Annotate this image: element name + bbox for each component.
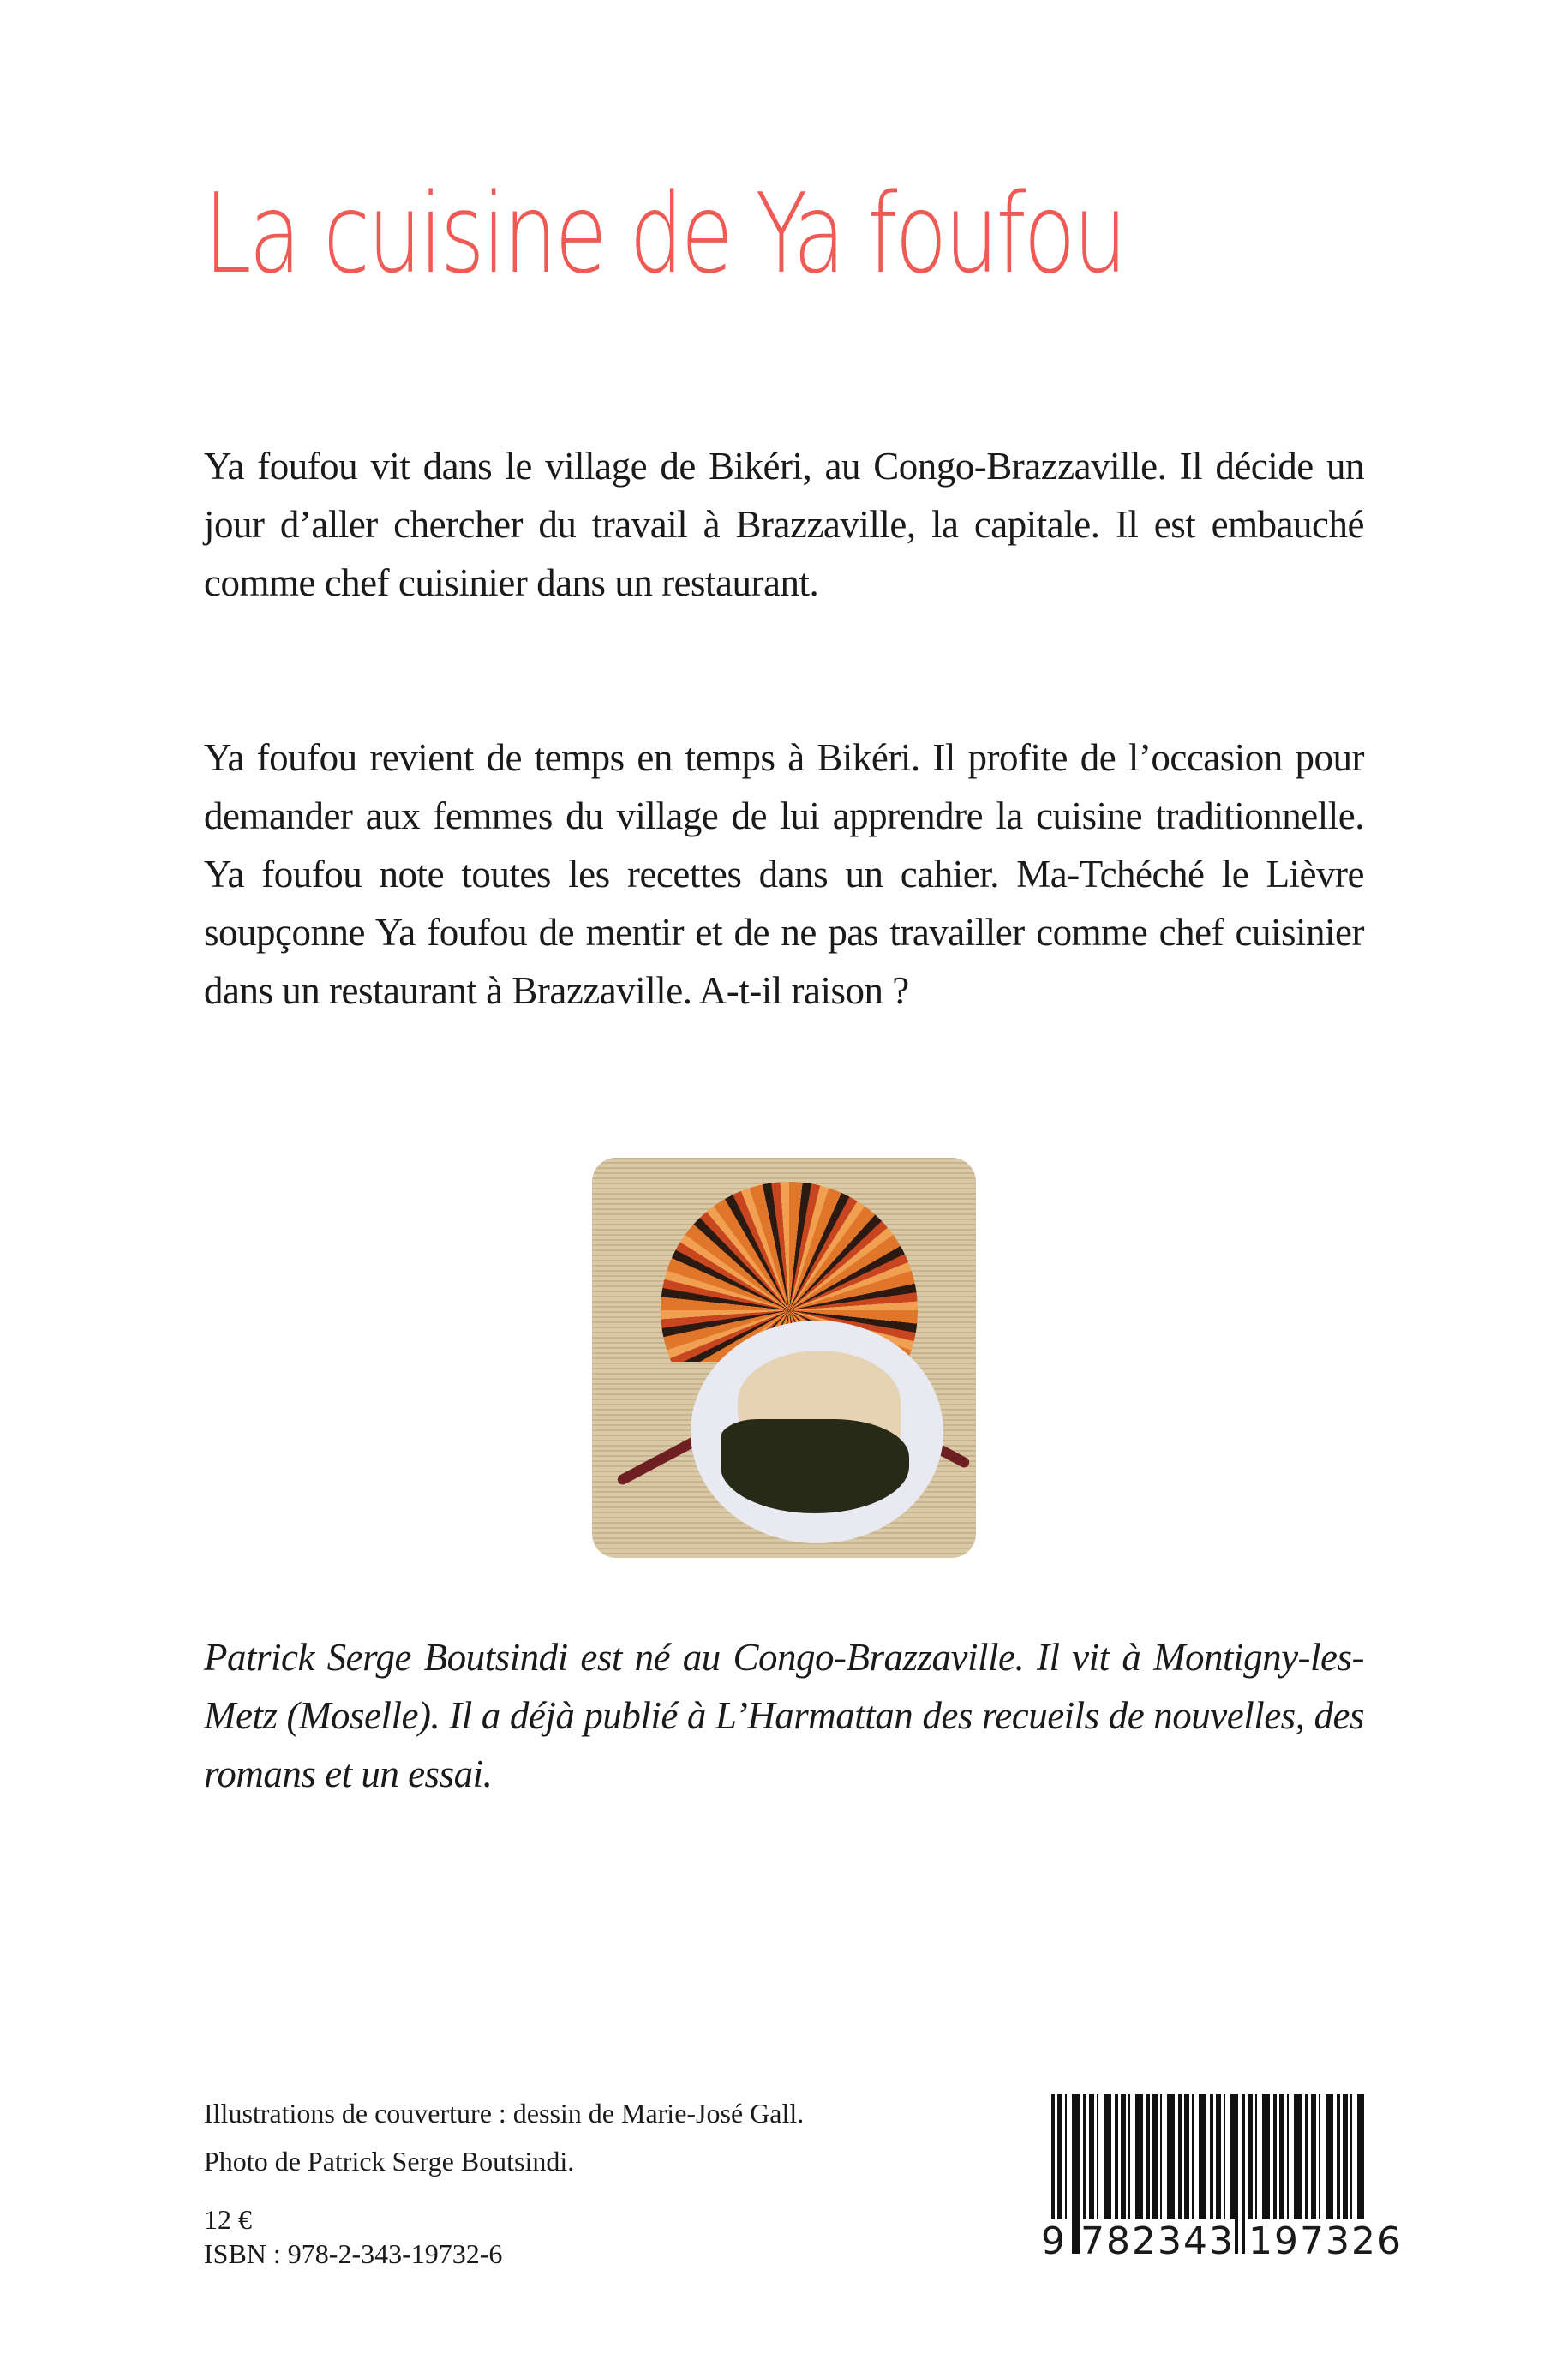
barcode-right-group: 197326 xyxy=(1248,2219,1403,2263)
dish-photo xyxy=(592,1158,976,1558)
barcode-digits xyxy=(1041,2219,1403,2263)
price: 12 € xyxy=(204,2204,252,2235)
isbn: ISBN : 978-2-343-19732-6 xyxy=(204,2238,503,2269)
illustration-credit: Illustrations de couverture : dessin de Marie-José Gall. xyxy=(204,2098,805,2129)
barcode-first-digit: 9 xyxy=(1041,2219,1067,2263)
barcode-left-group: 782343 xyxy=(1080,2219,1235,2263)
author-bio-text: Patrick Serge Boutsindi est né au Congo-Brazzaville. Il vit à Montigny-les-Metz (Moselle). Il a déjà publié à L’Harmattan des recueils de nouvelles, des romans et un essai. xyxy=(204,1636,1364,1795)
summary-text-2: Ya foufou revient de temps en temps à Bikéri. Il profite de l’occasion pour demander aux femmes du village de lui apprendre la cuisine traditionnelle. Ya foufou note toutes les recettes dans un cahier. Ma-Tchéché le Lièvre soupçonne Ya foufou de mentir et de ne pas travailler comme chef cuisinier dans un restaurant à Brazzaville. A-t-il raison ? xyxy=(204,736,1364,1012)
plate-image xyxy=(691,1321,943,1543)
greens-image xyxy=(721,1419,909,1513)
summary-paragraph-2 xyxy=(204,728,1364,1020)
credits xyxy=(204,2089,804,2185)
summary-paragraph-1 xyxy=(204,437,1364,612)
price-block xyxy=(204,2202,502,2271)
summary-text-1: Ya foufou vit dans le village de Bikéri, au Congo-Brazzaville. Il décide un jour d’aller chercher du travail à Brazzaville, la capitale. Il est embauché comme chef cuisinier dans un restaurant. xyxy=(204,445,1364,604)
book-title: La cuisine de Ya foufou xyxy=(204,171,1125,298)
barcode xyxy=(1041,2091,1403,2271)
photo-credit: Photo de Patrick Serge Boutsindi. xyxy=(204,2146,575,2177)
author-bio xyxy=(204,1628,1364,1803)
